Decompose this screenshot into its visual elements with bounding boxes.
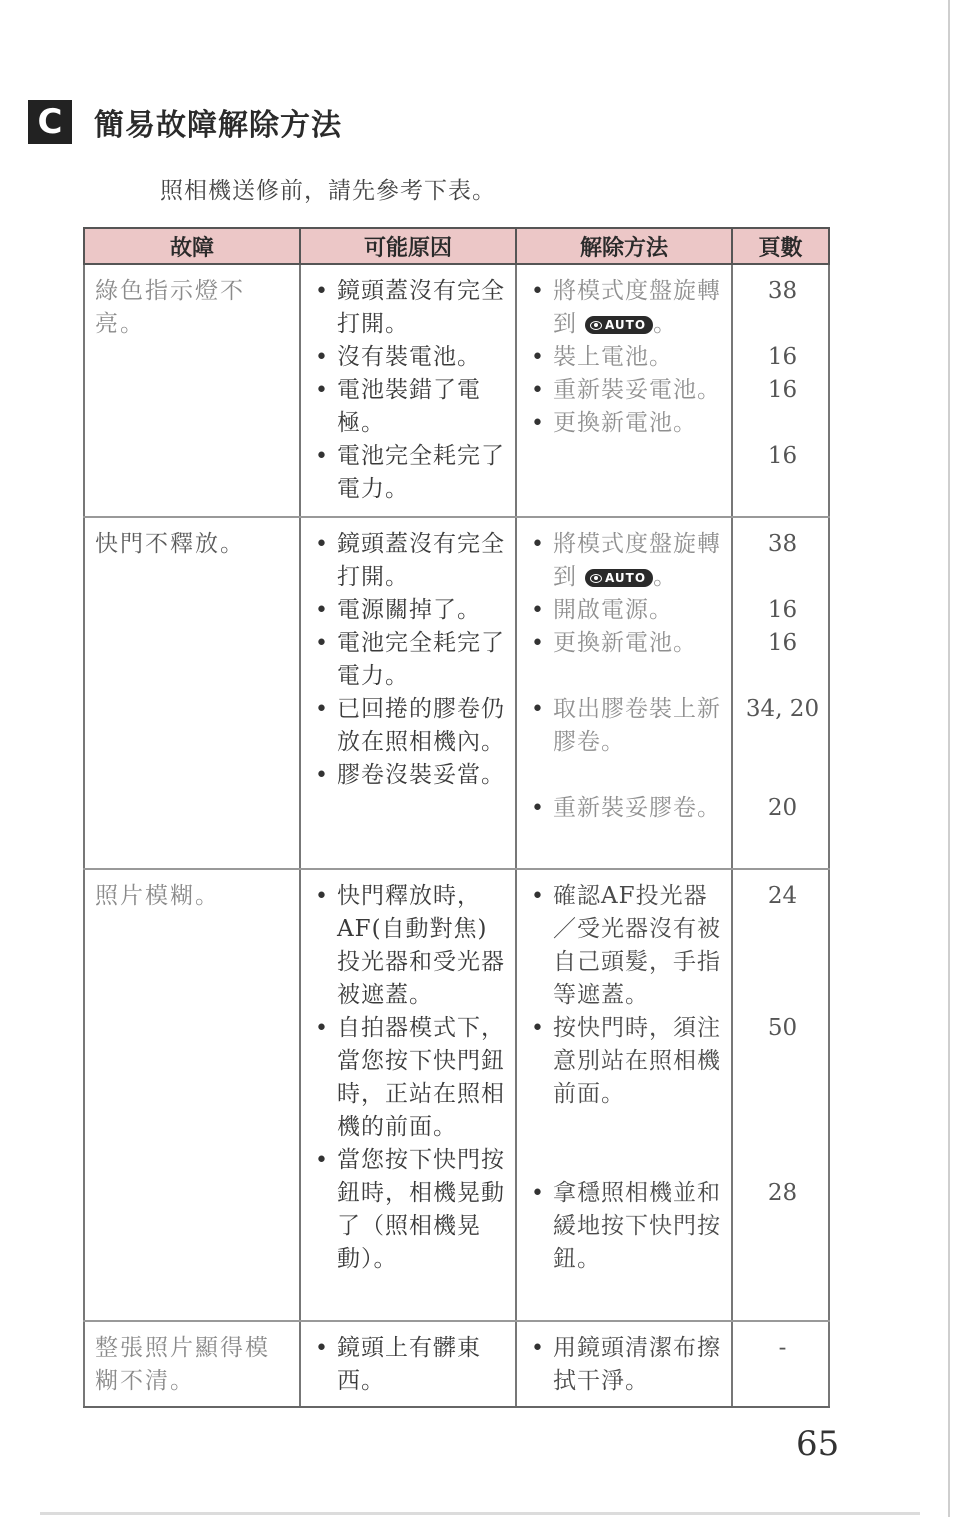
page-ref: 16: [767, 630, 798, 656]
solution-item: • 更換新電池。: [527, 407, 725, 440]
header-problem: 故障: [84, 228, 300, 264]
auto-suffix: 。: [653, 311, 678, 337]
solution-item: • 重新裝妥電池。: [527, 374, 725, 407]
solution-text: 將模式度盤旋轉到: [553, 531, 721, 590]
solution-item: • 更換新電池。: [527, 627, 725, 660]
page-cell: [732, 264, 829, 517]
cause-cell: [300, 264, 516, 517]
table-row: [84, 1321, 829, 1407]
solution-item: • 確認AF投光器／受光器沒有被自己頭髮，手指等遮蓋。: [527, 880, 725, 1012]
page-ref: 24: [767, 883, 798, 909]
page-ref: 34, 20: [745, 696, 820, 722]
solution-list: [527, 1332, 725, 1398]
problem-text: 綠色指示燈不亮。: [95, 278, 245, 337]
solution-cell: [516, 1321, 732, 1407]
page-ref: 16: [767, 377, 798, 403]
cause-item: • 已回捲的膠卷仍放在照相機內。: [311, 693, 509, 759]
solution-item: [527, 275, 725, 341]
cause-list: [311, 275, 509, 506]
page-ref: 16: [767, 344, 798, 370]
eye-icon: [590, 574, 602, 583]
table-row: [84, 869, 829, 1321]
cause-item: • 電池裝錯了電極。: [311, 374, 509, 440]
cause-list: [311, 528, 509, 792]
page-ref: 16: [767, 443, 798, 469]
solution-item: • 取出膠卷裝上新膠卷。: [527, 693, 725, 759]
solution-cell: [516, 517, 732, 869]
auto-mode-icon: [585, 316, 653, 334]
cause-item: • 膠卷沒裝妥當。: [311, 759, 509, 792]
cause-item: • 鏡頭上有髒東西。: [311, 1332, 509, 1398]
page-ref: 50: [767, 1015, 798, 1041]
cause-item: • 電池完全耗完了電力。: [311, 440, 509, 506]
intro-text: 照相機送修前，請先參考下表。: [160, 178, 496, 204]
solution-item: [527, 528, 725, 594]
problem-cell: [84, 264, 300, 517]
solution-list: [527, 275, 725, 440]
auto-suffix: 。: [653, 564, 678, 590]
cause-item: • 鏡頭蓋沒有完全打開。: [311, 528, 509, 594]
solution-cell: [516, 264, 732, 517]
problem-text: 快門不釋放。: [95, 531, 245, 557]
section-heading: [28, 100, 342, 144]
section-title: 簡易故障解除方法: [94, 108, 342, 143]
cause-cell: [300, 517, 516, 869]
auto-mode-icon: [585, 569, 653, 587]
cause-item: • 電源關掉了。: [311, 594, 509, 627]
cause-cell: [300, 869, 516, 1321]
table-row: [84, 517, 829, 869]
header-cause: 可能原因: [300, 228, 516, 264]
cause-list: [311, 880, 509, 1276]
page-ref: 38: [767, 278, 798, 304]
solution-cell: [516, 869, 732, 1321]
page-cell: [732, 869, 829, 1321]
solution-item: • 用鏡頭清潔布擦拭干淨。: [527, 1332, 725, 1398]
cause-item: • 自拍器模式下，當您按下快門鈕時，正站在照相機的前面。: [311, 1012, 509, 1144]
cause-cell: [300, 1321, 516, 1407]
page-ref: 38: [767, 531, 798, 557]
solution-item: • 重新裝妥膠卷。: [527, 792, 725, 825]
page-ref: 28: [767, 1180, 798, 1206]
problem-text: 照片模糊。: [95, 883, 220, 909]
cause-item: • 鏡頭蓋沒有完全打開。: [311, 275, 509, 341]
page-edge: [948, 0, 950, 1517]
table-header-row: [84, 228, 829, 264]
solution-text: 將模式度盤旋轉到: [553, 278, 721, 337]
solution-list: [527, 528, 725, 825]
header-page: 頁數: [732, 228, 829, 264]
problem-cell: [84, 517, 300, 869]
auto-badge-label: AUTO: [605, 570, 647, 585]
header-solution: 解除方法: [516, 228, 732, 264]
cause-item: • 當您按下快門按鈕時，相機晃動了（照相機晃動）。: [311, 1144, 509, 1276]
solution-item: • 裝上電池。: [527, 341, 725, 374]
solution-list: [527, 880, 725, 1276]
troubleshooting-table: [83, 227, 830, 1408]
problem-cell: [84, 869, 300, 1321]
solution-item: • 開啟電源。: [527, 594, 725, 627]
auto-badge-label: AUTO: [605, 317, 647, 332]
problem-cell: [84, 1321, 300, 1407]
solution-item: • 拿穩照相機並和緩地按下快門按鈕。: [527, 1177, 725, 1276]
page-bottom-edge: [40, 1512, 920, 1515]
page-number: 65: [796, 1424, 840, 1464]
cause-list: [311, 1332, 509, 1398]
cause-item: • 快門釋放時，AF(自動對焦)投光器和受光器被遮蓋。: [311, 880, 509, 1012]
cause-item: • 電池完全耗完了電力。: [311, 627, 509, 693]
page-ref: 20: [767, 795, 798, 821]
section-badge: C: [28, 100, 72, 144]
page-cell: [732, 517, 829, 869]
problem-text: 整張照片顯得模糊不清。: [95, 1335, 270, 1394]
page-ref: 16: [767, 597, 798, 623]
table-row: [84, 264, 829, 517]
page-ref: -: [778, 1335, 787, 1361]
eye-icon: [590, 321, 602, 330]
cause-item: • 沒有裝電池。: [311, 341, 509, 374]
page-cell: [732, 1321, 829, 1407]
solution-item: • 按快門時，須注意別站在照相機前面。: [527, 1012, 725, 1111]
